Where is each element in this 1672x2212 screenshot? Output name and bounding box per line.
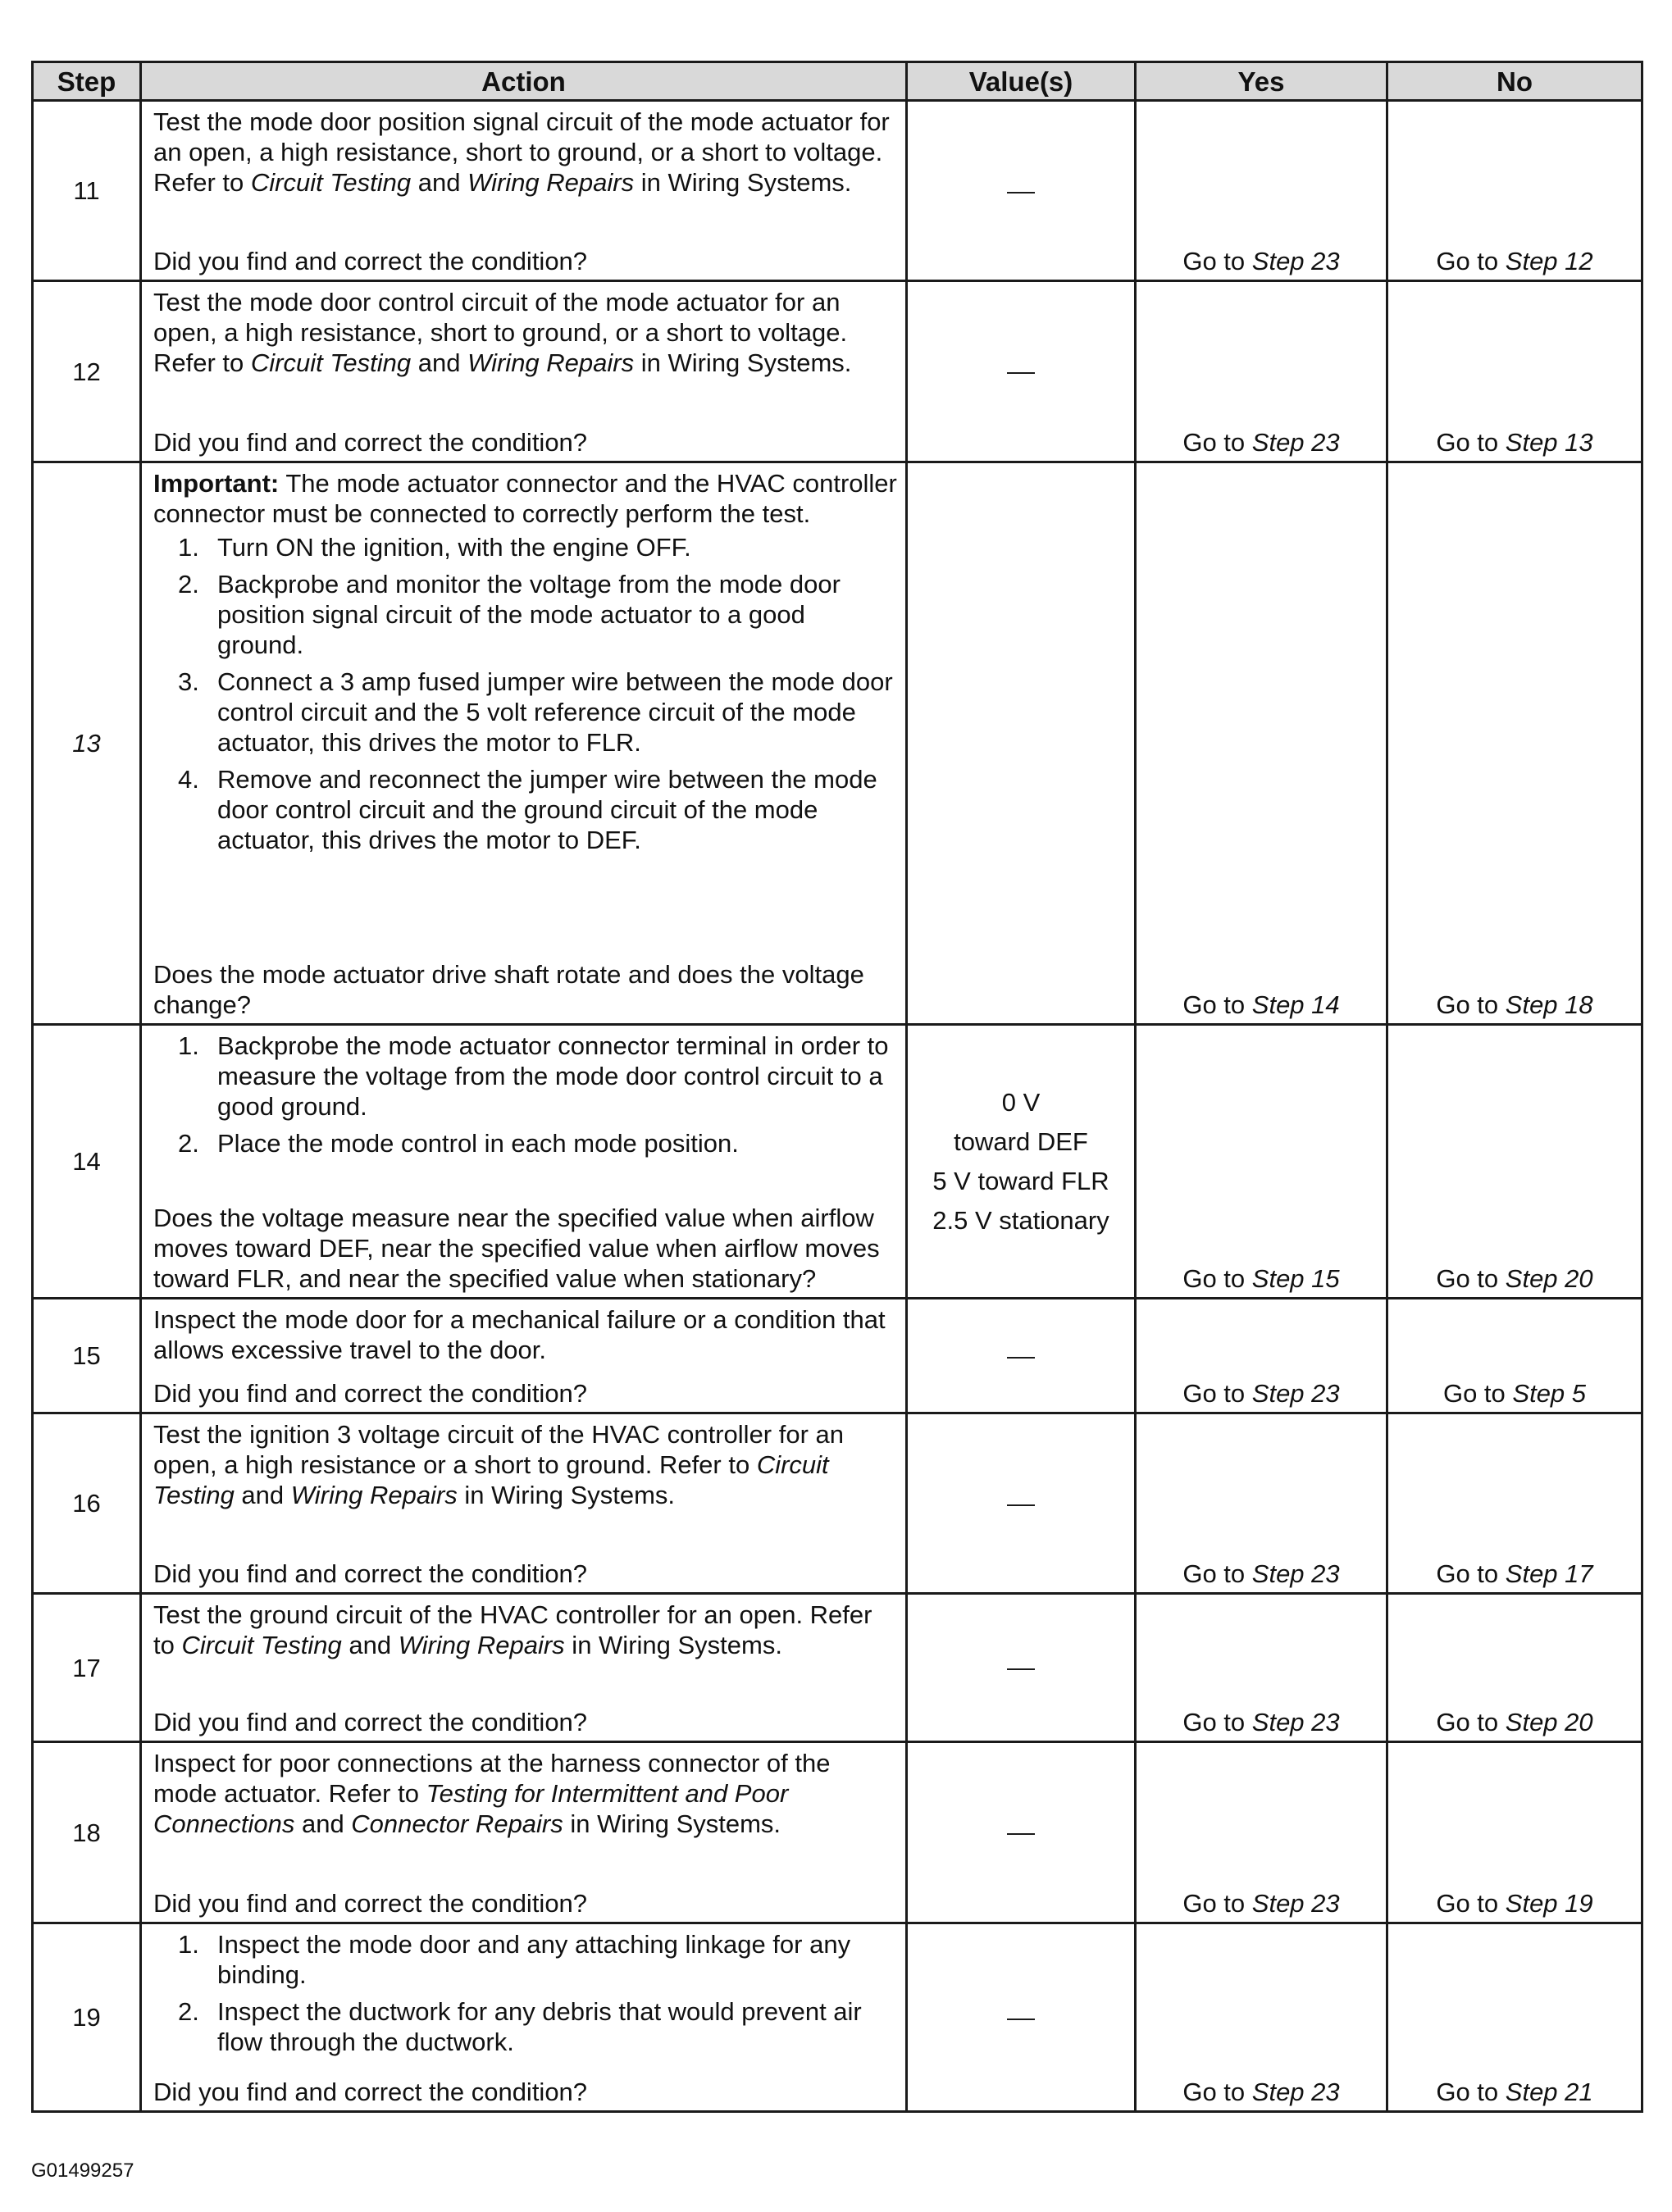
yes-cell: Go to Step 15 [1136, 1025, 1387, 1299]
step-number: 17 [33, 1594, 141, 1742]
diagnostic-table [31, 61, 1643, 2113]
value-cell [907, 1413, 1136, 1594]
header-values: Value(s) [907, 62, 1136, 101]
question-text: Did you find and correct the condition? [153, 247, 588, 275]
action-text: Test the ignition 3 voltage circuit of the HVAC controller for an open, a high resistance or a short to ground. Refer to Circuit Testing and Wiring Repairs in Wiring Systems. [153, 1420, 845, 1509]
procedure-item: 2. Place the mode control in each mode position. [178, 1129, 739, 1158]
table-row-step-18 [33, 1742, 1642, 1923]
value-line: 5 V toward FLR [932, 1166, 1109, 1195]
header-step: Step [33, 62, 141, 101]
value-cell [907, 1025, 1136, 1299]
value-line: toward DEF [954, 1126, 1088, 1156]
value-cell [907, 1923, 1136, 2112]
question-text: Does the mode actuator drive shaft rotate and does the voltage change? [153, 960, 864, 1019]
action-cell [141, 281, 907, 462]
value-cell [907, 462, 1136, 1025]
action-cell [141, 101, 907, 281]
action-cell [141, 462, 907, 1025]
value-cell [907, 101, 1136, 281]
no-cell: Go to Step 18 [1387, 462, 1642, 1025]
no-cell: Go to Step 20 [1387, 1025, 1642, 1299]
procedure-item: 3. Connect a 3 amp fused jumper wire between the mode door control circuit and the 5 volt reference circuit of the mode actuator, this drives the motor to FLR. [178, 667, 893, 757]
value-dash [1007, 1357, 1035, 1359]
value-cell [907, 281, 1136, 462]
important-note: Important: The mode actuator connector and the HVAC controller connector must be connected to correctly perform the test. [153, 469, 897, 528]
question-text: Did you find and correct the condition? [153, 2078, 588, 2106]
header-yes: Yes [1136, 62, 1387, 101]
value-dash [1007, 1668, 1035, 1670]
question-text: Did you find and correct the condition? [153, 1379, 588, 1408]
question-text: Did you find and correct the condition? [153, 1889, 588, 1918]
action-cell [141, 1299, 907, 1413]
action-text: Test the ground circuit of the HVAC controller for an open. Refer to Circuit Testing and Wiring Repairs in Wiring Systems. [153, 1600, 872, 1659]
table-row-step-13 [33, 462, 1642, 1025]
value-cell [907, 1594, 1136, 1742]
table-row-step-12 [33, 281, 1642, 462]
action-text: Inspect for poor connections at the harness connector of the mode actuator. Refer to Testing for Intermittent and Poor Connections and Connector Repairs in Wiring Systems. [153, 1749, 831, 1838]
step-number: 13 [33, 462, 141, 1025]
question-text: Did you find and correct the condition? [153, 428, 588, 457]
yes-cell: Go to Step 23 [1136, 1742, 1387, 1923]
header-no: No [1387, 62, 1642, 101]
table-header-row [33, 62, 1642, 101]
value-cell [907, 1299, 1136, 1413]
step-number: 12 [33, 281, 141, 462]
action-cell [141, 1923, 907, 2112]
question-text: Did you find and correct the condition? [153, 1708, 588, 1736]
yes-cell: Go to Step 14 [1136, 462, 1387, 1025]
no-cell: Go to Step 13 [1387, 281, 1642, 462]
action-cell [141, 1413, 907, 1594]
value-dash [1007, 2019, 1035, 2020]
value-dash [1007, 372, 1035, 374]
no-cell: Go to Step 17 [1387, 1413, 1642, 1594]
action-text: Test the mode door position signal circuit of the mode actuator for an open, a high resistance, short to ground, or a short to voltage. Refer to Circuit Testing and Wiring Repairs in Wiring Systems. [153, 107, 890, 197]
value-dash [1007, 1504, 1035, 1506]
value-dash [1007, 1833, 1035, 1835]
table-row-step-16 [33, 1413, 1642, 1594]
action-text: Test the mode door control circuit of the mode actuator for an open, a high resistance, short to ground, or a short to voltage. Refer to Circuit Testing and Wiring Repairs in Wiring Systems. [153, 288, 852, 377]
no-cell: Go to Step 21 [1387, 1923, 1642, 2112]
figure-id: G01499257 [31, 2160, 134, 2182]
yes-cell: Go to Step 23 [1136, 1923, 1387, 2112]
step-number: 19 [33, 1923, 141, 2112]
value-cell [907, 1742, 1136, 1923]
table-row-step-17 [33, 1594, 1642, 1742]
step-number: 15 [33, 1299, 141, 1413]
procedure-item: 1. Inspect the mode door and any attaching linkage for any binding. [178, 1930, 851, 1989]
step-number: 18 [33, 1742, 141, 1923]
action-cell [141, 1594, 907, 1742]
value-line: 2.5 V stationary [932, 1205, 1109, 1235]
yes-cell: Go to Step 23 [1136, 281, 1387, 462]
step-number: 16 [33, 1413, 141, 1594]
table-row-step-19 [33, 1923, 1642, 2112]
action-cell [141, 1025, 907, 1299]
procedure-list [153, 1031, 897, 1158]
table-row-step-15 [33, 1299, 1642, 1413]
question-text: Did you find and correct the condition? [153, 1559, 588, 1588]
step-number: 11 [33, 101, 141, 281]
no-cell: Go to Step 5 [1387, 1299, 1642, 1413]
header-action: Action [141, 62, 907, 101]
yes-cell: Go to Step 23 [1136, 101, 1387, 281]
no-cell: Go to Step 12 [1387, 101, 1642, 281]
procedure-item: 1. Turn ON the ignition, with the engine OFF. [178, 533, 691, 562]
yes-cell: Go to Step 23 [1136, 1594, 1387, 1742]
procedure-item: 4. Remove and reconnect the jumper wire between the mode door control circuit and the ground circuit of the mode actuator, this drives the motor to DEF. [178, 765, 877, 854]
value-dash [1007, 192, 1035, 193]
action-text: Inspect the mode door for a mechanical failure or a condition that allows excessive travel to the door. [153, 1305, 886, 1364]
action-cell [141, 1742, 907, 1923]
value-line: 0 V [1001, 1087, 1041, 1117]
procedure-list [153, 1929, 897, 2057]
procedure-item: 1. Backprobe the mode actuator connector terminal in order to measure the voltage from the mode door control circuit to a good ground. [178, 1031, 889, 1121]
table-row-step-11 [33, 101, 1642, 281]
procedure-item: 2. Backprobe and monitor the voltage from the mode door position signal circuit of the mode actuator to a good ground. [178, 570, 841, 659]
procedure-item: 2. Inspect the ductwork for any debris that would prevent air flow through the ductwork. [178, 1997, 862, 2056]
table-row-step-14 [33, 1025, 1642, 1299]
no-cell: Go to Step 19 [1387, 1742, 1642, 1923]
yes-cell: Go to Step 23 [1136, 1299, 1387, 1413]
procedure-list [153, 532, 897, 855]
step-number: 14 [33, 1025, 141, 1299]
yes-cell: Go to Step 23 [1136, 1413, 1387, 1594]
no-cell: Go to Step 20 [1387, 1594, 1642, 1742]
question-text: Does the voltage measure near the specified value when airflow moves toward DEF, near the specified value when airflow moves toward FLR, and near the specified value when stationary? [153, 1204, 880, 1293]
